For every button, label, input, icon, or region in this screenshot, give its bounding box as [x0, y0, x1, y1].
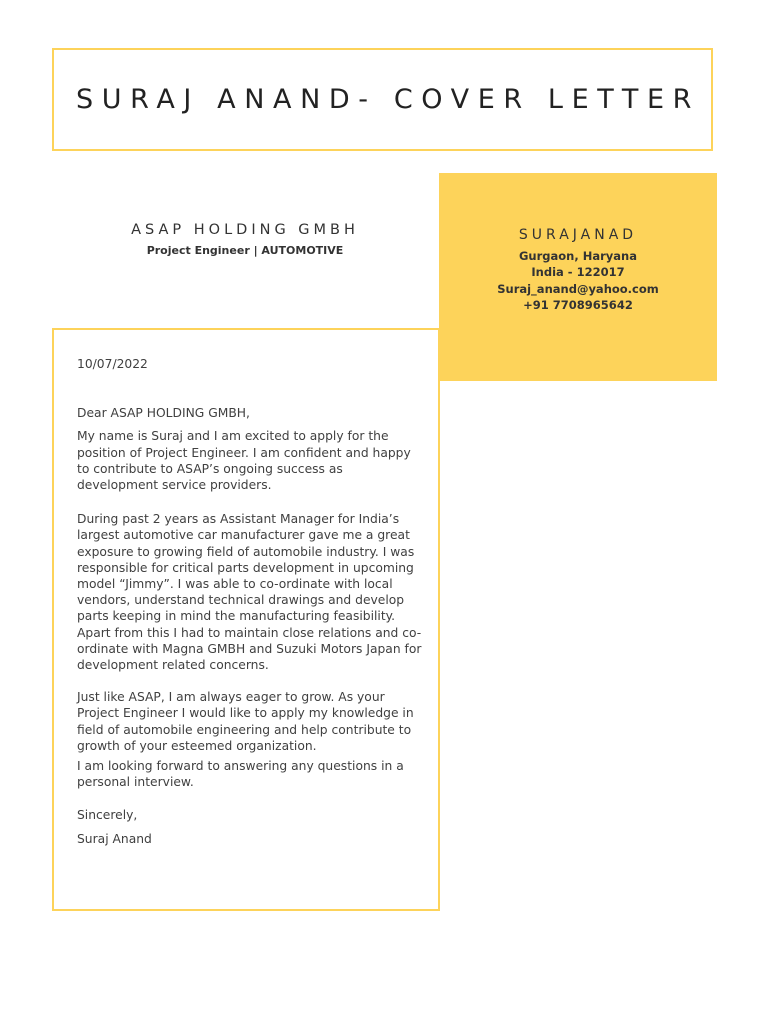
closing: Sincerely,	[77, 808, 138, 823]
letter-date: 10/07/2022	[77, 357, 148, 371]
company-name: ASAP HOLDING GMBH	[131, 222, 359, 238]
contact-name: SURAJANAD	[518, 227, 638, 243]
paragraph-intro: My name is Suraj and I am excited to apply for the position of Project Engineer. I am confident and happy to contribute to ASAP’s ongoing success as development service providers.	[77, 429, 411, 493]
paragraph-closing: I am looking forward to answering any questions in a personal interview.	[77, 759, 404, 790]
job-role: Project Engineer | AUTOMOTIVE	[146, 244, 344, 257]
page-title: SURAJ ANAND- COVER LETTER	[76, 84, 700, 115]
contact-box	[439, 173, 717, 381]
signature: Suraj Anand	[77, 831, 152, 846]
recipient-block	[52, 222, 438, 257]
contact-phone: +91 7708965642	[523, 298, 633, 313]
contact-city: Gurgaon, Haryana	[518, 249, 637, 263]
letter-body	[77, 356, 422, 847]
contact-country: India - 122017	[531, 265, 625, 280]
title-box	[52, 48, 713, 151]
contact-email: Suraj_anand@yahoo.com	[497, 281, 659, 296]
letter-box	[52, 328, 440, 911]
contact-details	[439, 248, 717, 314]
paragraph-experience: During past 2 years as Assistant Manager for India’s largest automotive car manufacturer gave me a great exposure to growing field of automobile industry. I was responsible for critical parts development in upcoming model “Jimmy”. I was able to co-ordinate with local vendors, understand technical drawings and develop parts keeping in mind the manufacturing feasibility. Apart from this I had to maintain close relations and co-ordinate with Magna GMBH and Suzuki Motors Japan for development related concerns.	[77, 512, 422, 673]
salutation: Dear ASAP HOLDING GMBH,	[77, 406, 250, 421]
paragraph-goal: Just like ASAP, I am always eager to grow. As your Project Engineer I would like to apply my knowledge in field of automobile engineering and help contribute to growth of your esteemed organization.	[77, 690, 414, 753]
